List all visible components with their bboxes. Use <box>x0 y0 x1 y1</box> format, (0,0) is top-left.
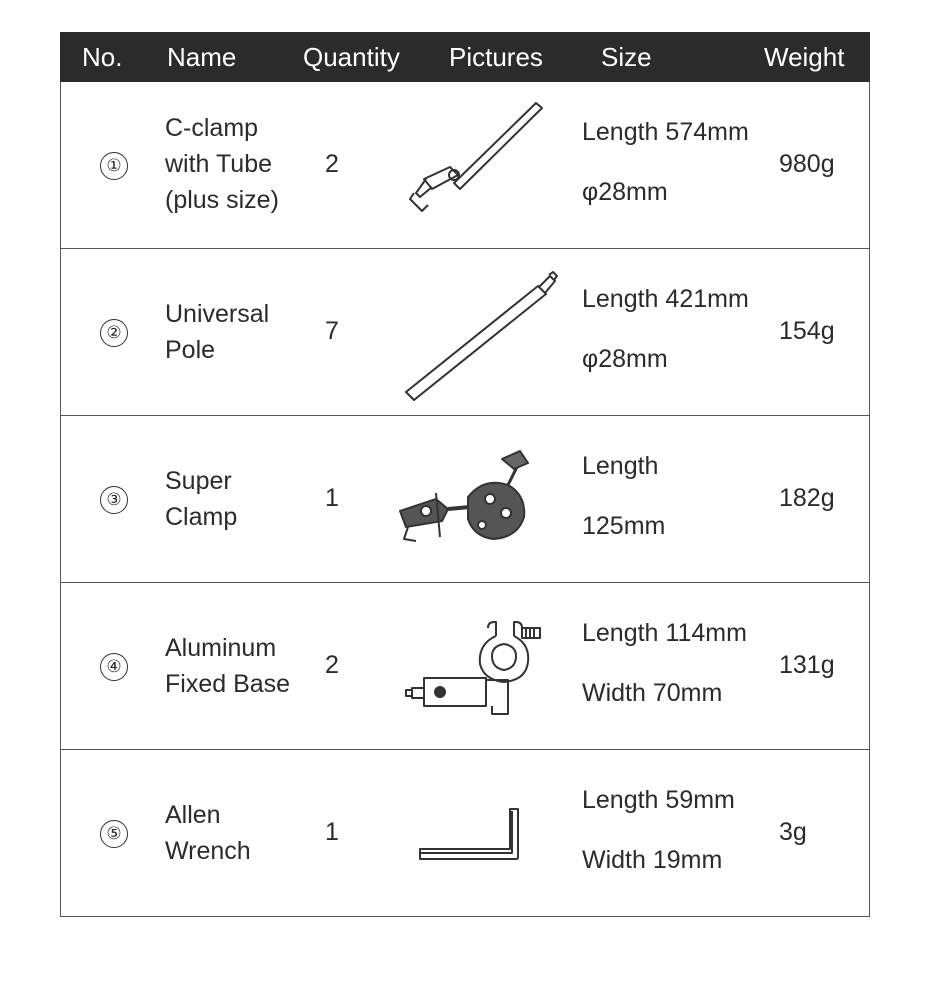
table-row <box>60 750 870 917</box>
item-quantity: 2 <box>325 150 339 178</box>
item-weight: 182g <box>779 484 835 512</box>
aluminum-fixed-base-icon <box>396 596 596 736</box>
row-number: ② <box>100 319 128 347</box>
table-header <box>60 32 870 82</box>
item-quantity: 7 <box>325 317 339 345</box>
c-clamp-with-tube-icon <box>396 95 596 235</box>
item-size-line: Length <box>582 452 659 480</box>
header-size: Size <box>601 42 652 72</box>
allen-wrench-icon <box>396 763 596 903</box>
row-number: ⑤ <box>100 820 128 848</box>
item-size-line: φ28mm <box>582 178 668 206</box>
table-row <box>60 82 870 249</box>
table-row <box>60 416 870 583</box>
item-size-line: Length 574mm <box>582 118 749 146</box>
item-size-line: 125mm <box>582 512 666 540</box>
item-weight: 3g <box>779 818 807 846</box>
item-name-line: Universal <box>165 300 270 328</box>
item-size <box>582 615 782 711</box>
item-size <box>582 281 782 377</box>
item-size-line: Width 70mm <box>582 679 723 707</box>
item-name-line: Fixed Base <box>165 670 291 698</box>
row-number: ④ <box>100 653 128 681</box>
item-name-line: Clamp <box>165 503 238 531</box>
header-name: Name <box>167 42 237 72</box>
item-quantity: 1 <box>325 484 339 512</box>
item-name-line: C-clamp <box>165 114 259 142</box>
item-weight: 131g <box>779 651 835 679</box>
item-size-line: Length 114mm <box>582 619 747 647</box>
parts-table <box>60 32 870 917</box>
item-size-line: φ28mm <box>582 345 668 373</box>
row-number: ① <box>100 152 128 180</box>
item-name-line: Super <box>165 467 232 495</box>
item-weight: 154g <box>779 317 835 345</box>
header-no: No. <box>82 42 123 72</box>
item-size-line: Width 19mm <box>582 846 723 874</box>
item-name-line: Aluminum <box>165 634 277 662</box>
item-size <box>582 782 782 878</box>
header-pictures: Pictures <box>449 42 543 72</box>
item-name <box>165 463 315 535</box>
table-row <box>60 249 870 416</box>
super-clamp-icon <box>396 429 596 569</box>
table-row <box>60 583 870 750</box>
item-size-line: Length 59mm <box>582 786 735 814</box>
row-number: ③ <box>100 486 128 514</box>
item-quantity: 1 <box>325 818 339 846</box>
item-name-line: with Tube <box>165 150 273 178</box>
item-name <box>165 296 315 368</box>
item-size <box>582 448 782 544</box>
item-name-line: Wrench <box>165 837 251 865</box>
item-weight: 980g <box>779 150 835 178</box>
item-name <box>165 110 315 218</box>
universal-pole-icon <box>396 262 596 402</box>
item-name <box>165 630 315 702</box>
header-quantity: Quantity <box>303 42 400 72</box>
item-quantity: 2 <box>325 651 339 679</box>
item-name-line: Allen <box>165 801 221 829</box>
item-name-line: Pole <box>165 336 216 364</box>
item-size-line: Length 421mm <box>582 285 749 313</box>
item-size <box>582 114 782 210</box>
item-name-line: (plus size) <box>165 186 279 214</box>
header-weight: Weight <box>764 42 845 72</box>
item-name <box>165 797 315 869</box>
